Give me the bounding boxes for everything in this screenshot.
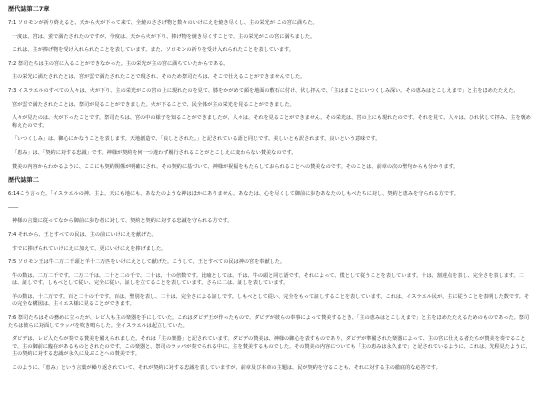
commentary-paragraph: 「いつくしみ」は、御心にかなうことを表します。天地創造で、「良しとされた。」と記されている語と同じです。美しいとも訳されます。良いという意味です。: [12, 136, 381, 143]
commentary-paragraph: これは、主が捧げ物を受け入れられたことを表しています。また、ソロモンの祈りを受け入れられたことを表しています。: [12, 47, 294, 54]
verse-paragraph: 7:4 それから、王とすべての民は、主の前にいけにえを献げた。: [8, 231, 157, 238]
content-part2: [8, 191, 532, 199]
commentary-paragraph: 賛美の内容からわかるように、ここにも契約関係が明確にされ、その契約に基づいて、神様が祝福をもたらしておられることへの賛美なのです。そのことは、前章の次の聖句からも分かります。: [12, 163, 459, 170]
commentary-paragraph: 羊の数は、十二万です。百と二十の千です。百は、聖別を表し、二十は、完全さによる証しです。しもべとして従い、完全をもって証しすることを表しています。これは、イスラエル民が、主に従うことを表明した数です。その完全な構図は、主イエス様に見ることができます。: [12, 293, 530, 308]
verse-paragraph: 7:5 ソロモン王は牛二万二千頭と羊十二万匹をいけにえとして献げた。こうして、王とすべての民は神の宮を奉献した。: [8, 259, 286, 266]
commentary-paragraph: 主の栄光に満たされたとは、宮が雲で満たされたことで現され、そのため祭司たちは、そこで仕えることができませんでした。: [12, 74, 306, 81]
commentary-paragraph: すでに捧げられていけにえに加えて、更にいけにえを捧げました。: [12, 245, 167, 252]
content-part3: [8, 218, 532, 372]
content-part1: [8, 20, 532, 171]
commentary-paragraph: このように、「恵み」という言葉が繰り返されていて、それが契約に対する忠誠を表していますが、前章及び本章の主題は、民が契約を守ることも、それに対する主の徹底的な応答です。: [12, 365, 441, 372]
divider: ――: [8, 204, 19, 211]
verse-paragraph: 7:3 イスラエルのすべての人々は、火が下り、主の栄光がこの宮の上に現れたのを見て、膝をかがめて顔を地面の敷石に付け、伏し拝んで、「主はまことにいつくしみ深い。その恵みはとこしえまで」と主をほめたたえた。: [8, 87, 519, 94]
verse-paragraph: 7:6 祭司たちはその務めに立ったが、レビ人も主の楽器を手にしていた。これはダビデ王が作ったもので、ダビデが彼らの奉事によって賛美するとき、「主の恵みはとこしえまで」と主をほめたたえるためのものであった。祭司たちは彼らに対面してラッパを吹き鳴らした。全イスラエルは起立していた。: [8, 315, 530, 329]
commentary-paragraph: 人々が見たのは、火が下ったことです。祭司たちは、宮の中の様子を知ることができましたが、人々は、それを見ることができません。その栄光は、宮の上にも現れたのです。それを見て、人々は、ひれ伏して拝み、主を褒め称えたのです。: [12, 115, 531, 129]
section-title: 歴代誌第二: [8, 177, 39, 185]
commentary-paragraph: 牛の数は、二万二千です。二万二千は、二十と二の千で、二十は、十の倍数です。比喩としては、千は、牛の頭と同じ語です。それによって、僕として従うことを表しています。十は、割達点を表し、完全さを表します。二は、証しです。しもべとして従い、完全に従い、証しを立てることを表しています。さらに二は、証しを表しています。: [12, 272, 524, 287]
commentary-paragraph: 宮が雲で満たされたことは、祭司が見ることができました。火が下ることで、民全体が主の栄光を見ることができました。: [12, 101, 295, 108]
verse-paragraph: 7:2 祭司たちは主の宮に入ることができなかった。主の栄光が主の宮に満ちていたからである。: [8, 60, 229, 67]
commentary-paragraph: 一度は、宮は、蛍で満たされたのですが、今度は、天から火が下り、捧げ物を焼き尽くすことで、主の栄光がこの宮に満ちました。: [12, 33, 316, 40]
commentary-paragraph: 神様の言葉に従ってなから御前に歩む者に対して、契約と契約に対する忠誠を守られる方です。: [12, 218, 233, 225]
verse-paragraph: 6:14こう言った。「イスラエルの神、主よ。天にも地にも、あなたのような神はほかにありません。あなたは、心を尽くして御前に歩むあなたのしもべたちに対し、契約と恵みを守られる方です。: [8, 191, 459, 198]
verse-paragraph: 7:1 ソロモンが祈り終えると、天から火が下って来て、全焼のささげ物と数々のいけにえを焼き尽くし、主の栄光が この宮に満ちた。: [8, 20, 318, 26]
page-title: 歴代誌第二7章: [8, 6, 50, 13]
commentary-paragraph: ダビデは、レビ人たちが奏でる賛美を備えられました。それは「主の楽器」と記されています。ダビデの賛美は、神様の御心を表すものであり、ダビデが準備された楽器によって、主の宮に仕える者たちが賛美を奏でることで、主の御前に臨在があるものとされたのです。この楽器と、祭司のラッパが奏でられる中に、主を賛美するものでした。その賛美の内容についても「主の恵みは永久まで」と記されているように、これは、先程見たように、主の契約に対する忠誠が永久に及ぶことへの賛美です。: [12, 336, 531, 358]
commentary-paragraph: 「恵み」は、「契約に対する忠誠」です。神様が契約を何一つ違わず履行されることがとこしえに変わらない賛美なのです。: [12, 149, 297, 156]
